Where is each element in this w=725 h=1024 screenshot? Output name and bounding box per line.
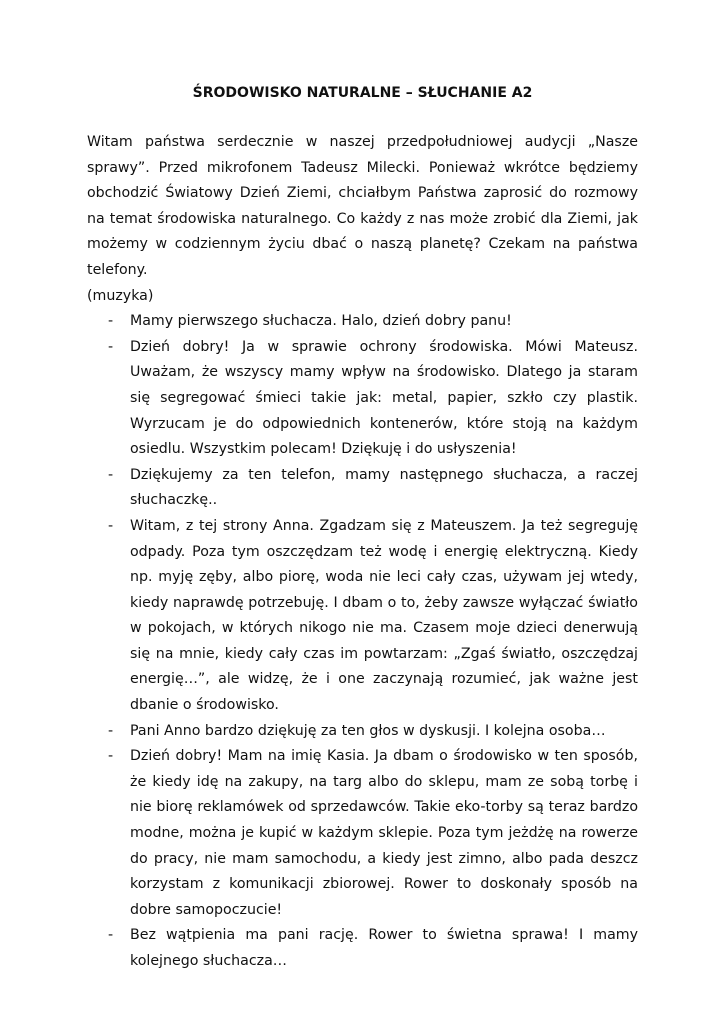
dialogue-line — [87, 744, 638, 923]
bullet-dash: - — [108, 313, 114, 330]
bullet-dash: - — [108, 722, 114, 739]
bullet-dash: - — [108, 338, 114, 355]
music-note: (muzyka) — [87, 287, 154, 304]
dialogue-list — [87, 309, 638, 974]
dialogue-line — [87, 719, 638, 745]
bullet-dash: - — [108, 466, 114, 483]
document-title: ŚRODOWISKO NATURALNE – SŁUCHANIE A2 — [192, 85, 533, 101]
dialogue-line — [87, 309, 638, 335]
dialogue-line — [87, 463, 638, 514]
dialogue-text: Bez wątpienia ma pani rację. Rower to świetna sprawa! I mamy kolejnego słuchacza… — [130, 927, 638, 969]
bullet-dash: - — [108, 927, 114, 944]
dialogue-line — [87, 514, 638, 719]
dialogue-text: Mamy pierwszego słuchacza. Halo, dzień dobry panu! — [130, 313, 512, 330]
dialogue-text: Pani Anno bardzo dziękuję za ten głos w dyskusji. I kolejna osoba… — [130, 722, 606, 739]
dialogue-line — [87, 335, 638, 463]
dialogue-text: Witam, z tej strony Anna. Zgadzam się z Mateuszem. Ja też segreguję odpady. Poza tym oszczędzam też wodę i energię elektryczną. Kiedy np. myję zęby, albo piorę, woda nie leci cały czas, używam jej wtedy, kiedy naprawdę potrzebuję. I dbam o to, żeby zawsze wyłączać światło w pokojach, w których nikogo nie ma. Czasem moje dzieci denerwują się na mnie, kiedy cały czas im powtarzam: „Zgaś światło, oszczędzaj energię…”, ale widzę, że i one zaczynają rozumieć, jak ważne jest dbanie o środowisko. — [130, 517, 638, 714]
dialogue-text: Dziękujemy za ten telefon, mamy następnego słuchacza, a raczej słuchaczkę.. — [130, 466, 638, 509]
bullet-dash: - — [108, 517, 114, 534]
dialogue-text: Dzień dobry! Ja w sprawie ochrony środowiska. Mówi Mateusz. Uważam, że wszyscy mamy wpływ na środowisko. Dlatego ja staram się segregować śmieci takie jak: metal, papier, szkło czy plastik. Wyrzucam je do odpowiednich kontenerów, które stoją na każdym osiedlu. Wszystkim polecam! Dziękuję i do usłyszenia! — [130, 338, 638, 458]
bullet-dash: - — [108, 748, 114, 765]
document-page — [87, 82, 638, 975]
dialogue-text: Dzień dobry! Mam na imię Kasia. Ja dbam o środowisko w ten sposób, że kiedy idę na zakupy, na targ albo do sklepu, mam ze sobą torbę i nie biorę reklamówek od sprzedawców. Takie eko-torby są teraz bardzo modne, można je kupić w każdym sklepie. Poza tym jeżdżę na rowerze do pracy, nie mam samochodu, a kiedy jest zimno, albo pada deszcz korzystam z komunikacji zbiorowej. Rower to doskonały sposób na dobre samopoczucie! — [130, 748, 638, 918]
dialogue-line — [87, 923, 638, 974]
intro-paragraph: Witam państwa serdecznie w naszej przedpołudniowej audycji „Nasze sprawy”. Przed mikrofonem Tadeusz Milecki. Ponieważ wkrótce będziemy obchodzić Światowy Dzień Ziemi, chciałbym Państwa zaprosić do rozmowy na temat środowiska naturalnego. Co każdy z nas może zrobić dla Ziemi, jak możemy w codziennym życiu dbać o naszą planetę? Czekam na państwa telefony. — [87, 134, 638, 278]
